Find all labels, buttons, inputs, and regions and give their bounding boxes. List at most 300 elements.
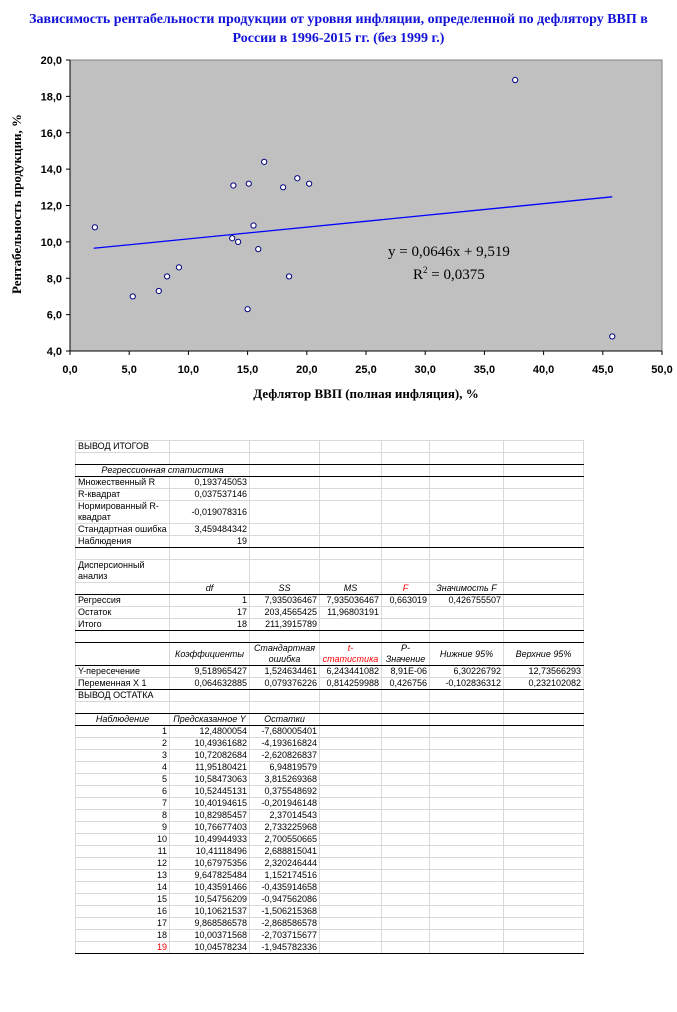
table-cell	[504, 810, 584, 822]
table-cell: 2,700550665	[250, 834, 320, 846]
table-cell: 8	[76, 810, 170, 822]
table-row	[76, 643, 584, 666]
table-cell: Дисперсионный анализ	[76, 560, 170, 583]
table-cell: MS	[320, 583, 382, 595]
table-row	[76, 631, 584, 643]
data-point	[156, 288, 161, 293]
data-point	[130, 294, 135, 299]
table-cell: 4	[76, 762, 170, 774]
table-cell: 203,4565425	[250, 607, 320, 619]
table-cell: 10,58473063	[170, 774, 250, 786]
table-cell	[430, 441, 504, 453]
table-cell	[430, 906, 504, 918]
table-cell	[382, 477, 430, 489]
table-cell	[382, 441, 430, 453]
table-cell	[382, 906, 430, 918]
table-cell: 9	[76, 822, 170, 834]
table-cell	[320, 858, 382, 870]
table-cell: Коэффициенты	[170, 643, 250, 666]
trendline-equation: y = 0,0646x + 9,519	[388, 244, 510, 260]
data-point	[256, 247, 261, 252]
table-cell	[430, 453, 504, 465]
table-cell	[504, 441, 584, 453]
table-cell: 9,647825484	[170, 870, 250, 882]
table-cell	[504, 477, 584, 489]
table-cell: 2	[76, 738, 170, 750]
table-cell	[504, 750, 584, 762]
table-cell	[382, 942, 430, 954]
table-cell	[504, 798, 584, 810]
table-row	[76, 583, 584, 595]
table-cell	[504, 524, 584, 536]
table-cell	[320, 834, 382, 846]
data-point	[231, 183, 236, 188]
table-cell	[430, 690, 504, 702]
table-cell: 6,243441082	[320, 666, 382, 678]
table-cell	[430, 786, 504, 798]
table-cell	[320, 822, 382, 834]
table-cell	[250, 465, 320, 477]
table-cell	[504, 619, 584, 631]
y-tick-label: 18,0	[40, 91, 62, 104]
data-point	[245, 307, 250, 312]
x-tick-label: 5,0	[121, 364, 137, 376]
table-cell	[320, 441, 382, 453]
table-cell	[170, 548, 250, 560]
table-cell: 0,064632885	[170, 678, 250, 690]
table-cell	[430, 631, 504, 643]
table-cell	[382, 726, 430, 738]
table-cell: 211,3915789	[250, 619, 320, 631]
table-cell	[320, 918, 382, 930]
table-row	[76, 619, 584, 631]
table-cell	[250, 489, 320, 501]
table-cell	[430, 894, 504, 906]
table-cell: Остаток	[76, 607, 170, 619]
table-cell: 0,037537146	[170, 489, 250, 501]
data-point	[164, 274, 169, 279]
table-row	[76, 524, 584, 536]
table-row	[76, 666, 584, 678]
table-row	[76, 762, 584, 774]
table-cell: 5	[76, 774, 170, 786]
table-cell: 19	[76, 942, 170, 954]
table-cell	[170, 631, 250, 643]
x-tick-label: 20,0	[296, 364, 318, 376]
table-cell	[382, 822, 430, 834]
table-cell: 6	[76, 786, 170, 798]
section-header	[76, 441, 584, 453]
table-cell	[430, 489, 504, 501]
table-cell	[382, 918, 430, 930]
table-row	[76, 930, 584, 942]
table-cell	[320, 762, 382, 774]
table-cell: t-статистика	[320, 643, 382, 666]
x-tick-label: 50,0	[651, 364, 673, 376]
table-cell	[76, 702, 170, 714]
x-tick-label: 0,0	[62, 364, 78, 376]
table-cell	[504, 738, 584, 750]
table-cell: 19	[170, 536, 250, 548]
table-cell	[430, 477, 504, 489]
table-cell	[382, 774, 430, 786]
data-point	[251, 223, 256, 228]
table-cell	[250, 453, 320, 465]
x-tick-label: 10,0	[177, 364, 200, 376]
table-cell	[320, 702, 382, 714]
table-cell	[250, 536, 320, 548]
y-tick-label: 4,0	[46, 346, 62, 358]
table-cell	[504, 774, 584, 786]
table-cell	[320, 786, 382, 798]
table-cell	[250, 501, 320, 524]
table-cell: P-Значение	[382, 643, 430, 666]
x-tick-label: 40,0	[532, 364, 555, 376]
table-cell: -0,947562086	[250, 894, 320, 906]
table-cell: 2,37014543	[250, 810, 320, 822]
table-cell	[382, 690, 430, 702]
table-row	[76, 822, 584, 834]
table-cell	[504, 501, 584, 524]
table-cell: -4,193616824	[250, 738, 320, 750]
table-cell	[320, 524, 382, 536]
table-cell	[320, 894, 382, 906]
table-row	[76, 894, 584, 906]
table-cell	[504, 583, 584, 595]
table-cell	[504, 834, 584, 846]
table-cell	[170, 702, 250, 714]
x-tick-label: 45,0	[592, 364, 614, 376]
table-cell: -2,703715677	[250, 930, 320, 942]
table-cell	[504, 822, 584, 834]
table-cell: 11,95180421	[170, 762, 250, 774]
table-cell: 17	[76, 918, 170, 930]
table-cell: 12,73566293	[504, 666, 584, 678]
table-cell: 10,76677403	[170, 822, 250, 834]
table-cell	[504, 465, 584, 477]
table-cell: 17	[170, 607, 250, 619]
table-cell	[504, 607, 584, 619]
table-cell	[170, 690, 250, 702]
table-cell: df	[170, 583, 250, 595]
table-cell	[382, 870, 430, 882]
data-point	[262, 159, 267, 164]
table-cell	[504, 560, 584, 583]
table-cell: Переменная X 1	[76, 678, 170, 690]
table-cell	[504, 690, 584, 702]
table-cell: 6,94819579	[250, 762, 320, 774]
table-cell	[430, 560, 504, 583]
table-cell	[504, 714, 584, 726]
table-cell: Регрессионная статистика	[76, 465, 250, 477]
table-cell: 11	[76, 846, 170, 858]
table-row	[76, 750, 584, 762]
scatter-chart	[0, 0, 677, 420]
table-cell: -0,019078316	[170, 501, 250, 524]
table-cell: -0,102836312	[430, 678, 504, 690]
table-cell: 0,232102082	[504, 678, 584, 690]
table-cell	[382, 738, 430, 750]
table-cell	[430, 714, 504, 726]
table-row	[76, 607, 584, 619]
data-point	[281, 185, 286, 190]
table-cell	[320, 619, 382, 631]
table-cell: 15	[76, 894, 170, 906]
data-point	[295, 176, 300, 181]
data-point	[307, 181, 312, 186]
table-cell: 13	[76, 870, 170, 882]
regression-output-table	[75, 440, 584, 954]
table-cell	[382, 465, 430, 477]
x-tick-label: 25,0	[355, 364, 377, 376]
table-cell	[382, 846, 430, 858]
table-cell: 18	[170, 619, 250, 631]
table-cell	[320, 870, 382, 882]
table-cell: 10,52445131	[170, 786, 250, 798]
table-cell	[382, 607, 430, 619]
table-cell: 12	[76, 858, 170, 870]
table-cell: 7,935036467	[250, 595, 320, 607]
x-tick-label: 35,0	[473, 364, 496, 376]
table-cell: Стандартная ошибка	[250, 643, 320, 666]
data-point	[92, 225, 97, 230]
table-cell: 3	[76, 750, 170, 762]
table-cell	[430, 702, 504, 714]
table-cell	[382, 631, 430, 643]
table-cell	[320, 560, 382, 583]
table-cell	[430, 870, 504, 882]
table-cell: Наблюдение	[76, 714, 170, 726]
table-cell: Регрессия	[76, 595, 170, 607]
table-cell: 1,152174516	[250, 870, 320, 882]
table-cell	[382, 501, 430, 524]
table-cell: 10	[76, 834, 170, 846]
table-cell: Y-пересечение	[76, 666, 170, 678]
table-cell: Стандартная ошибка	[76, 524, 170, 536]
table-cell: 11,96803191	[320, 607, 382, 619]
table-cell: 10,67975356	[170, 858, 250, 870]
y-tick-label: 14,0	[40, 164, 62, 177]
table-cell	[320, 536, 382, 548]
table-cell	[250, 548, 320, 560]
table-cell	[320, 774, 382, 786]
table-cell	[504, 548, 584, 560]
table-cell	[76, 453, 170, 465]
table-cell	[250, 702, 320, 714]
table-cell	[382, 750, 430, 762]
table-row	[76, 942, 584, 954]
table-row	[76, 702, 584, 714]
table-cell	[250, 560, 320, 583]
table-cell: 7,935036467	[320, 595, 382, 607]
y-tick-label: 12,0	[40, 200, 62, 213]
table-cell: 2,733225968	[250, 822, 320, 834]
table-row	[76, 834, 584, 846]
table-cell	[320, 726, 382, 738]
table-cell	[430, 465, 504, 477]
data-point	[513, 77, 518, 82]
table-cell: Значимость F	[430, 583, 504, 595]
table-cell: 2,688815041	[250, 846, 320, 858]
x-tick-label: 30,0	[414, 364, 436, 376]
table-row	[76, 846, 584, 858]
table-row	[76, 870, 584, 882]
table-cell: ВЫВОД ОСТАТКА	[76, 690, 170, 702]
table-cell	[430, 548, 504, 560]
table-cell: 0,814259988	[320, 678, 382, 690]
table-cell: Нижние 95%	[430, 643, 504, 666]
table-cell: 10,54756209	[170, 894, 250, 906]
table-cell: 12,4800054	[170, 726, 250, 738]
table-row	[76, 548, 584, 560]
table-row	[76, 882, 584, 894]
table-cell	[250, 477, 320, 489]
table-cell	[430, 524, 504, 536]
table-cell	[504, 536, 584, 548]
table-row	[76, 595, 584, 607]
table-cell	[382, 560, 430, 583]
table-cell: Нормированный R-квадрат	[76, 501, 170, 524]
section-header	[76, 465, 584, 477]
table-cell	[320, 846, 382, 858]
table-cell	[430, 846, 504, 858]
table-cell	[430, 619, 504, 631]
table-cell	[504, 631, 584, 643]
table-cell	[382, 714, 430, 726]
table-cell: -7,680005401	[250, 726, 320, 738]
y-tick-label: 16,0	[40, 127, 62, 140]
table-cell: Предсказанное Y	[170, 714, 250, 726]
table-cell	[504, 894, 584, 906]
table-cell	[430, 726, 504, 738]
table-cell: 6,30226792	[430, 666, 504, 678]
table-cell	[504, 918, 584, 930]
table-cell	[382, 882, 430, 894]
table-cell: 10,49361682	[170, 738, 250, 750]
table-cell	[320, 714, 382, 726]
table-cell	[250, 441, 320, 453]
table-row	[76, 738, 584, 750]
table-cell: 3,815269368	[250, 774, 320, 786]
table-row	[76, 810, 584, 822]
table-cell: 9,868586578	[170, 918, 250, 930]
data-point	[230, 236, 235, 241]
table-cell	[382, 858, 430, 870]
table-row	[76, 906, 584, 918]
table-cell	[320, 477, 382, 489]
table-cell: Итого	[76, 619, 170, 631]
table-cell	[76, 548, 170, 560]
table-cell	[320, 882, 382, 894]
table-cell	[320, 930, 382, 942]
table-cell	[382, 548, 430, 560]
y-tick-label: 8,0	[46, 273, 62, 286]
table-cell	[320, 465, 382, 477]
table-cell	[430, 942, 504, 954]
table-cell	[504, 786, 584, 798]
table-cell: -0,201946148	[250, 798, 320, 810]
chart-area	[0, 0, 677, 420]
table-cell	[320, 906, 382, 918]
table-cell	[170, 560, 250, 583]
table-row	[76, 536, 584, 548]
table-cell: 1,524634461	[250, 666, 320, 678]
section-header	[76, 560, 584, 583]
table-cell	[250, 631, 320, 643]
table-cell	[430, 822, 504, 834]
table-cell	[320, 942, 382, 954]
table-cell: SS	[250, 583, 320, 595]
table-cell: -1,506215368	[250, 906, 320, 918]
table-cell	[504, 702, 584, 714]
table-row	[76, 858, 584, 870]
table-cell	[382, 786, 430, 798]
table-cell	[320, 501, 382, 524]
table-cell: 0,079376226	[250, 678, 320, 690]
table-cell: 0,663019	[382, 595, 430, 607]
table-cell	[504, 762, 584, 774]
table-row	[76, 918, 584, 930]
table-row	[76, 726, 584, 738]
table-row	[76, 678, 584, 690]
data-point	[176, 265, 181, 270]
table-cell	[76, 631, 170, 643]
table-cell	[382, 798, 430, 810]
table-cell: 10,00371568	[170, 930, 250, 942]
table-cell: 10,43591466	[170, 882, 250, 894]
table-cell	[430, 607, 504, 619]
table-cell: -1,945782336	[250, 942, 320, 954]
table-cell	[430, 536, 504, 548]
table-cell	[250, 524, 320, 536]
table-cell: 7	[76, 798, 170, 810]
table-row	[76, 477, 584, 489]
table-cell: Множественный R	[76, 477, 170, 489]
table-cell	[430, 750, 504, 762]
table-cell: 10,49944933	[170, 834, 250, 846]
table-row	[76, 489, 584, 501]
table-cell	[320, 798, 382, 810]
y-axis-label: Рентабельность продукции, %	[9, 114, 24, 294]
table-cell: 14	[76, 882, 170, 894]
table-cell: 0,426755507	[430, 595, 504, 607]
table-cell	[430, 858, 504, 870]
table-cell	[382, 619, 430, 631]
table-cell	[382, 834, 430, 846]
table-cell	[170, 453, 250, 465]
table-cell	[430, 810, 504, 822]
table-cell	[76, 583, 170, 595]
table-cell: R-квадрат	[76, 489, 170, 501]
table-cell	[320, 548, 382, 560]
table-cell: 10,10621537	[170, 906, 250, 918]
table-cell: -2,868586578	[250, 918, 320, 930]
table-row	[76, 501, 584, 524]
table-cell	[76, 643, 170, 666]
table-cell: 0,375548692	[250, 786, 320, 798]
table-cell	[504, 942, 584, 954]
table-row	[76, 774, 584, 786]
table-cell: 0,426756	[382, 678, 430, 690]
table-cell	[430, 762, 504, 774]
table-cell	[504, 453, 584, 465]
table-cell: 0,193745053	[170, 477, 250, 489]
table-cell: F	[382, 583, 430, 595]
table-row	[76, 714, 584, 726]
table-cell	[430, 501, 504, 524]
table-cell	[430, 738, 504, 750]
table-cell: 9,518965427	[170, 666, 250, 678]
